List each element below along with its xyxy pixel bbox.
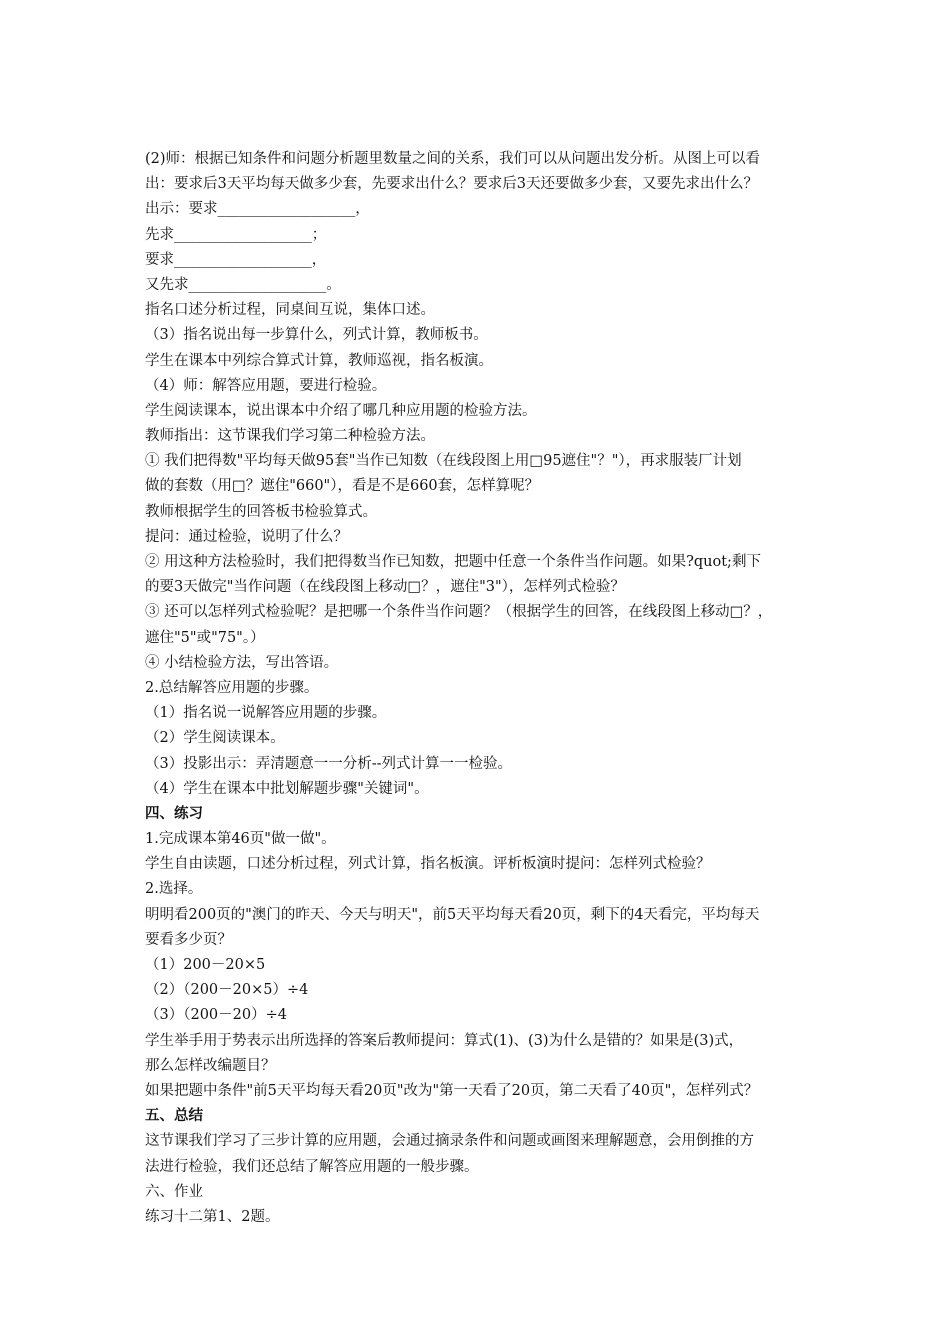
text-line: 又先求___________________。 [145,276,341,293]
text-line: （4）师：解答应用题，要进行检验。 [145,377,387,394]
text-line: 学生在课本中列综合算式计算，教师巡视，指名板演。 [145,352,493,369]
text-line: 先求___________________； [145,226,327,243]
text-line: 学生举手用于势表示出所选择的答案后教师提问：算式(1)、(3)为什么是错的？如果是(3)式， [145,1032,744,1049]
text-line: 法进行检验，我们还总结了解答应用题的一般步骤。 [145,1158,479,1175]
text-line: 做的套数（用□？遮住"660"），看是不是660套，怎样算呢？ [145,478,540,495]
text-line: （3）指名说出每一步算什么，列式计算，教师板书。 [145,327,488,344]
text-line: (2)师：根据已知条件和问题分析题里数量之间的关系，我们可以从问题出发分析。从图上可以看 [145,151,761,167]
text-line: （1）200－20×5 [145,957,266,973]
text-line: 学生阅读课本，说出课本中介绍了哪几种应用题的检验方法。 [145,402,537,419]
text-line: 2.选择。 [145,881,203,898]
text-line: 教师根据学生的回答板书检验算式。 [145,503,377,520]
text-line: 如果把题中条件"前5天平均每天看20页"改为"第一天看了20页，第二天看了40页"，怎样列式？ [145,1082,759,1099]
text-line: 的要3天做完"当作问题（在线段图上移动□？，遮住"3"），怎样列式检验？ [145,579,625,596]
text-line: 那么怎样改编题目？ [145,1057,276,1074]
text-line: 这节课我们学习了三步计算的应用题，会通过摘录条件和问题或画图来理解题意，会用倒推的方 [145,1133,754,1150]
text-line: （3）（200－20）÷4 [145,1007,287,1024]
text-line: ④ 小结检验方法，写出答语。 [145,654,339,671]
text-line: 遮住"5"或"75"。） [145,629,265,646]
text-line: 明明看200页的"澳门的昨天、今天与明天"，前5天平均每天看20页，剩下的4天看完，平均每天 [145,906,760,923]
text-line: ③ 还可以怎样列式检验呢？是把哪一个条件当作问题？（根据学生的回答，在线段图上移动□？， [145,604,773,621]
section-heading: 五、总结 [145,1108,203,1125]
text-line: 六、作业 [145,1183,203,1200]
document-body [145,147,825,1230]
text-line: （4）学生在课本中批划解题步骤"关键词"。 [145,780,429,797]
text-line: 1.完成课本第46页"做一做"。 [145,831,336,848]
text-line: 学生自由读题，口述分析过程，列式计算，指名板演。评析板演时提问：怎样列式检验？ [145,856,711,873]
text-line: 要看多少页？ [145,931,232,948]
text-line: 指名口述分析过程，同桌间互说，集体口述。 [145,302,435,319]
text-line: 练习十二第1、2题。 [145,1208,280,1225]
text-line: ① 我们把得数"平均每天做95套"当作已知数（在线段图上用□95遮住"？"），再求服装厂计划 [145,453,742,470]
text-line: ② 用这种方法检验时，我们把得数当作已知数，把题中任意一个条件当作问题。如果?quot;剩下 [145,554,761,570]
text-line: 教师指出：这节课我们学习第二种检验方法。 [145,428,435,445]
text-line: （2）（200－20×5）÷4 [145,982,309,999]
text-line: 提问：通过检验，说明了什么？ [145,528,348,545]
text-line: 出示：要求___________________， [145,201,370,218]
text-line: （3）投影出示：弄清题意一一分析--列式计算一一检验。 [145,755,513,772]
text-line: （1）指名说一说解答应用题的步骤。 [145,705,387,722]
text-line: 出：要求后3天平均每天做多少套，先要求出什么？要求后3天还要做多少套，又要先求出什么？ [145,176,758,193]
text-line: 要求___________________， [145,251,327,268]
text-line: 2.总结解答应用题的步骤。 [145,679,319,696]
section-heading: 四、练习 [145,805,203,822]
text-line: （2）学生阅读课本。 [145,730,285,747]
